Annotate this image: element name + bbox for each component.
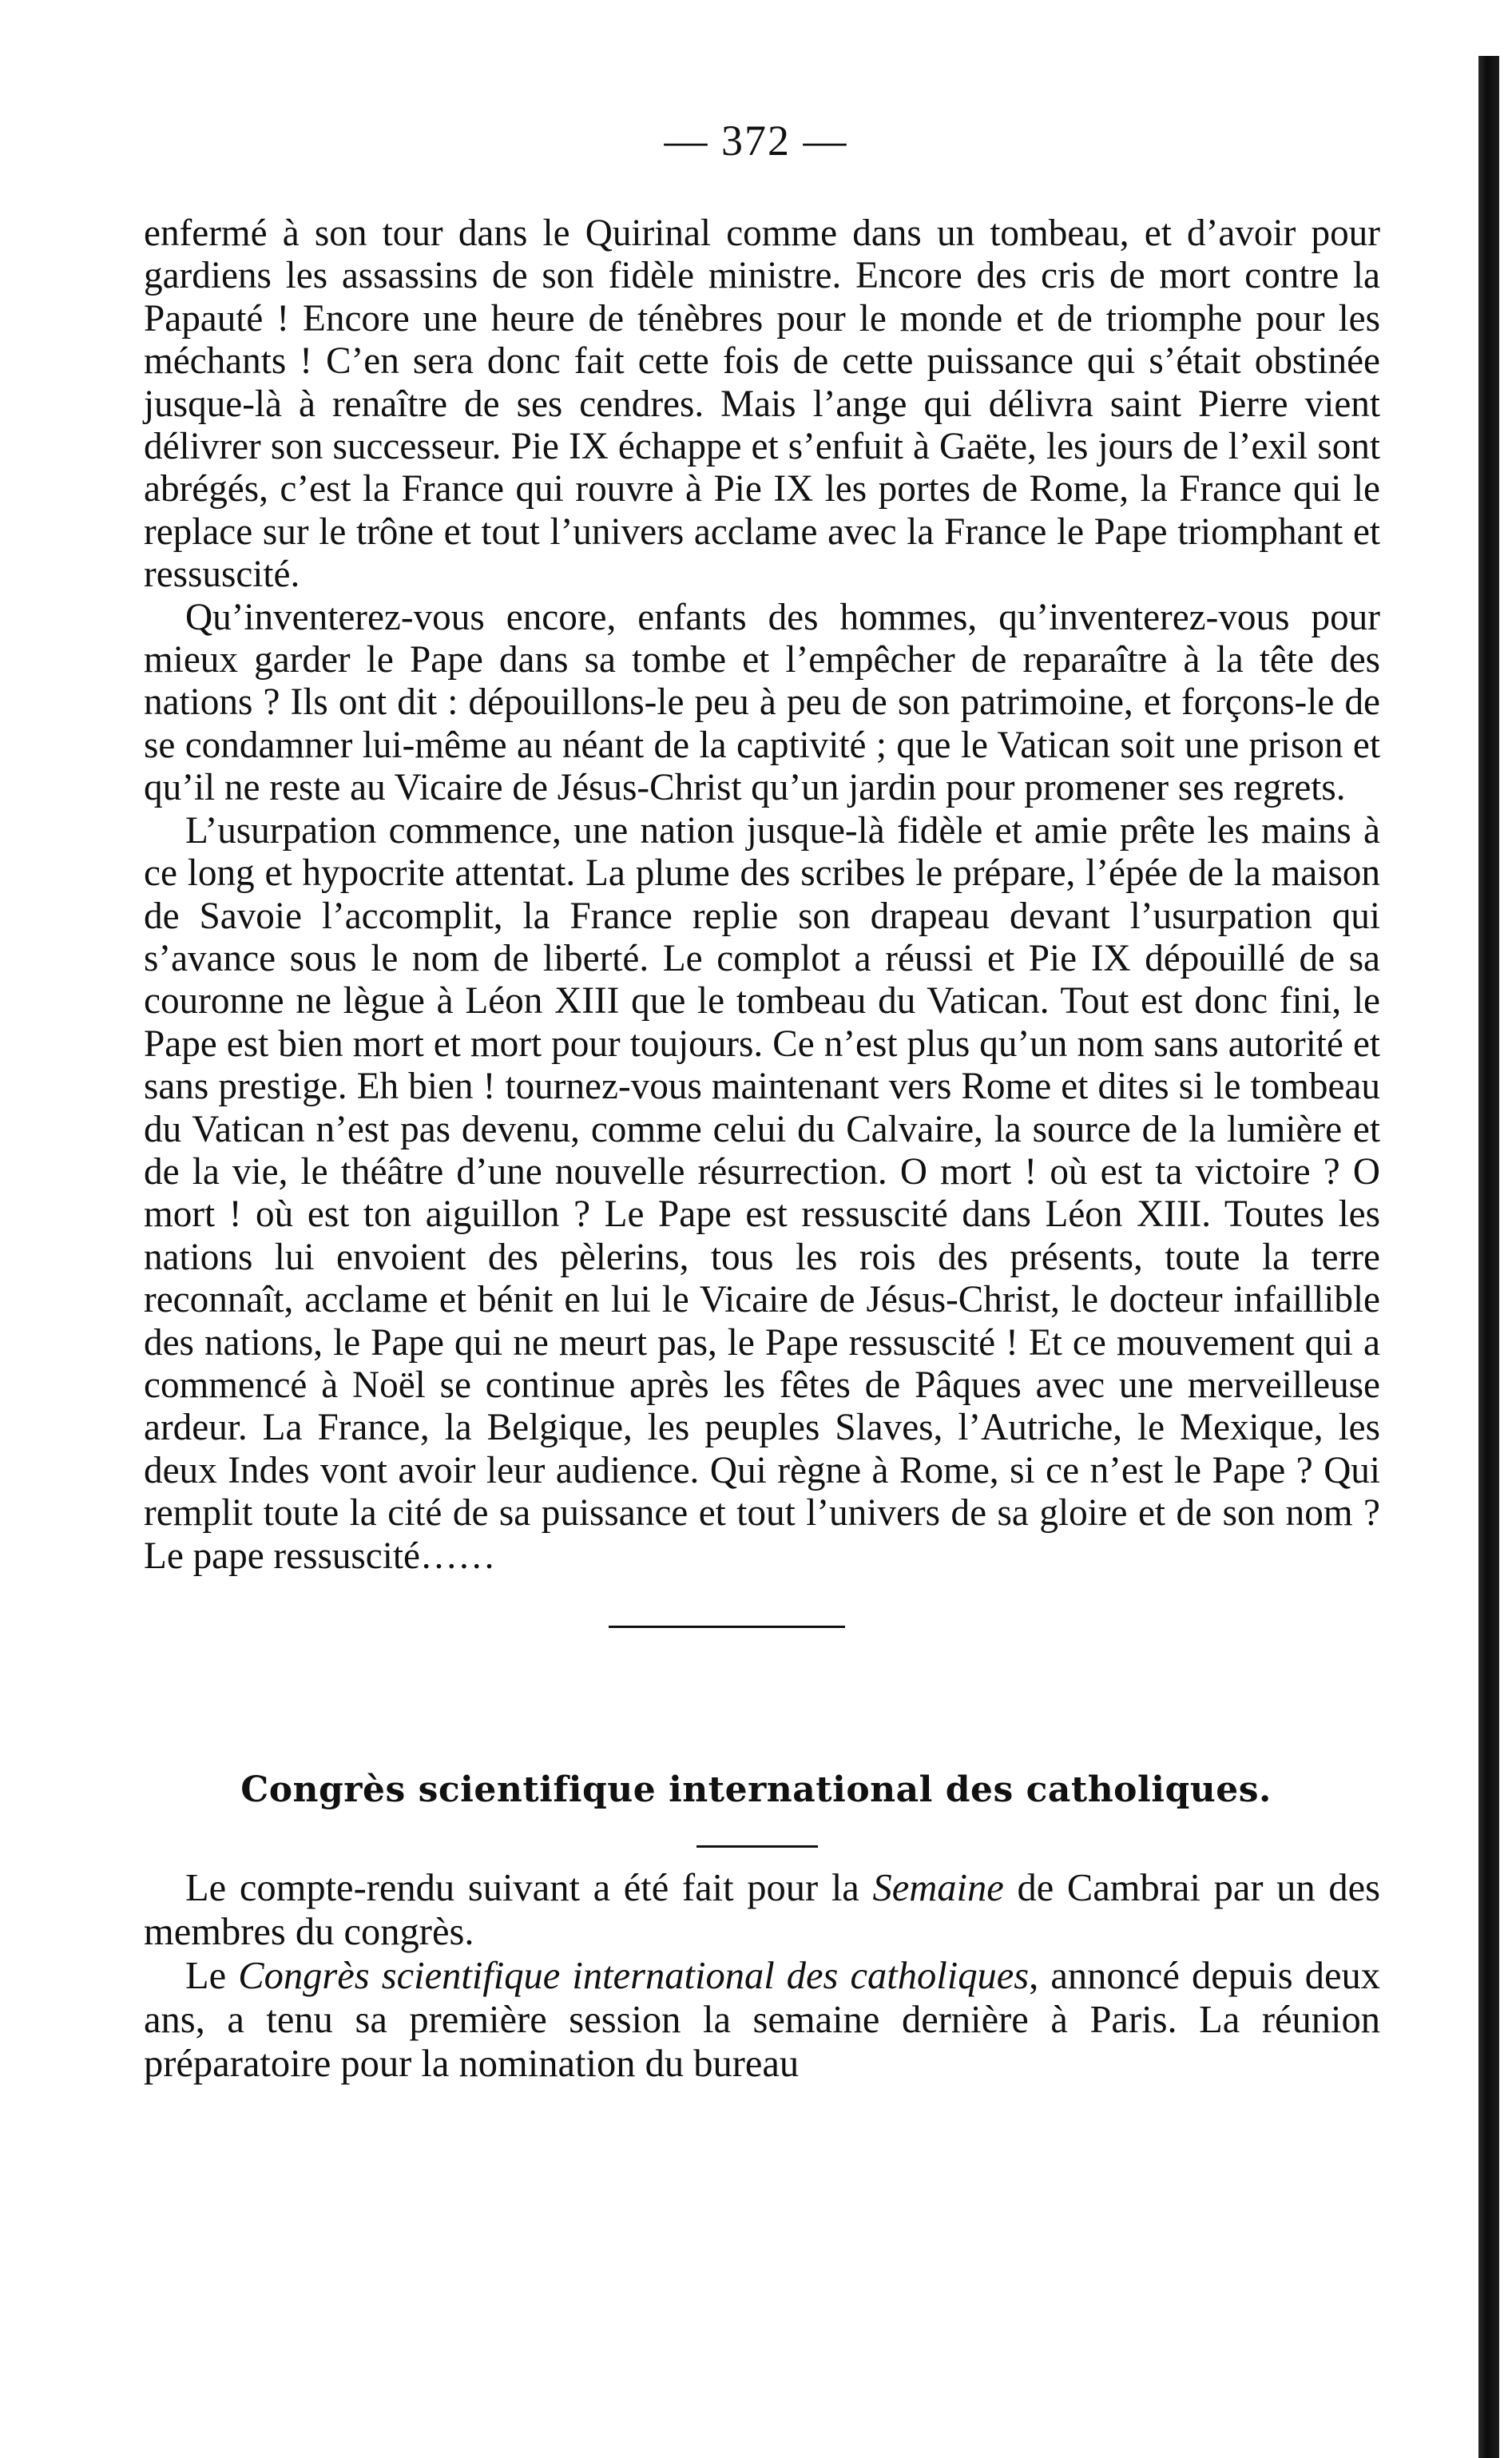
paragraph-congres	[144, 1954, 1380, 2086]
section-divider	[609, 1626, 845, 1628]
scan-edge-shadow	[1478, 56, 1499, 2458]
heading-underline	[696, 1845, 818, 1848]
text-run: Le	[185, 1955, 239, 1997]
text-run: Le compte-rendu suivant a été fait pour la	[185, 1867, 873, 1909]
paragraph-inventerez: Qu’inventerez-vous encore, enfants des hommes, qu’inventerez-vous pour mieux garder le Pape dans sa tombe et l’empêcher de reparaître à la tête des nations ? Ils ont dit : dépouillons-le peu à peu de son patrimoine, et forçons-le de se condamner lui-même au néant de la captivité ; que le Vatican soit une prison et qu’il ne reste au Vicaire de Jésus-Christ qu’un jardin pour promener ses regrets.	[144, 596, 1380, 809]
italic-title-semaine: Semaine	[872, 1867, 1004, 1909]
paragraph-continuation: enfermé à son tour dans le Quirinal comme dans un tombeau, et d’avoir pour gardiens les assassins de son fidèle ministre. Encore des cris de mort contre la Papauté ! Encore une heure de ténèbres pour le monde et de triomphe pour les méchants ! C’en sera donc fait cette fois de cette puissance qui s’était obstinée jusque-là à renaître de ses cendres. Mais l’ange qui délivra saint Pierre vient délivrer son successeur. Pie IX échappe et s’enfuit à Gaëte, les jours de l’exil sont abrégés, c’est la France qui rouvre à Pie IX les portes de Rome, la France qui le replace sur le trône et tout l’univers acclame avec la France le Pape triomphant et ressuscité.	[144, 212, 1380, 596]
text-run: , annoncé depuis deux ans, a tenu sa première session la semaine dernière à Paris. La réunion préparatoire pour la nomination du bureau	[144, 1955, 1380, 2085]
section-text-block	[144, 1866, 1380, 2086]
section-heading: Congrès scientifique international des catholiques.	[240, 1769, 1272, 1810]
page-number: — 372 —	[664, 117, 848, 165]
paragraph-compte-rendu	[144, 1866, 1380, 1954]
italic-title-congres: Congrès scientifique international des catholiques	[238, 1955, 1030, 1997]
paragraph-usurpation: L’usurpation commence, une nation jusque-là fidèle et amie prête les mains à ce long et hypocrite attentat. La plume des scribes le prépare, l’épée de la maison de Savoie l’accomplit, la France replie son drapeau devant l’usurpation qui s’avance sous le nom de liberté. Le complot a réussi et Pie IX dépouillé de sa couronne ne lègue à Léon XIII que le tombeau du Vatican. Tout est donc fini, le Pape est bien mort et mort pour toujours. Ce n’est plus qu’un nom sans autorité et sans prestige. Eh bien ! tournez-vous maintenant vers Rome et dites si le tombeau du Vatican n’est pas devenu, comme celui du Calvaire, la source de la lumière et de la vie, le théâtre d’une nouvelle résurrection. O mort ! où est ta victoire ? O mort ! où est ton aiguillon ? Le Pape est ressuscité dans Léon XIII. Toutes les nations lui envoient des pèlerins, tous les rois des présents, toute la terre reconnaît, acclame et bénit en lui le Vicaire de Jésus-Christ, le docteur infaillible des nations, le Pape qui ne meurt pas, le Pape ressuscité ! Et ce mouvement qui a commencé à Noël se continue après les fêtes de Pâques avec une merveilleuse ardeur. La France, la Belgique, les peuples Slaves, l’Autriche, le Mexique, les deux Indes vont avoir leur audience. Qui règne à Rome, si ce n’est le Pape ? Qui remplit toute la cité de sa puissance et tout l’univers de sa gloire et de son nom ? Le pape ressuscité……	[144, 809, 1380, 1577]
main-text-block	[144, 212, 1380, 1578]
text-run: de Cambrai par un des membres du congrès.	[144, 1867, 1380, 1953]
